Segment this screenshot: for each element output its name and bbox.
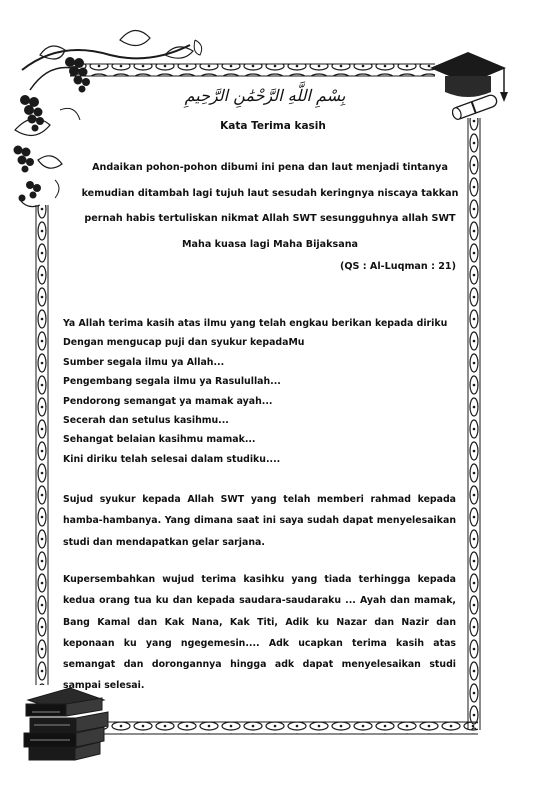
gratitude-paragraph: Sujud syukur kepada Allah SWT yang telah memberi rahmad kepada hamba-hambanya. Yang dimana saat ini saya sudah dapat menyelesaikan studi dan mendapatkan gelar sarjana.: [63, 494, 456, 548]
border-top: [70, 64, 435, 76]
dedication-paragraph: Kupersembahkan wujud terima kasihku yang tiada terhingga kepada kedua orang tua ku dan kepada saudara-saudaraku ... Ayah dan mamak, Bang Kamal dan Kak Nana, Kak Titi, Adik ku Nazar dan Nazir dan keponaan ku yang ngegemesin.... Adk ucapkan terima kasih atas semangat dan dorongannya hingga adk dapat menyelesaikan studi sampai selesai.: [63, 574, 456, 692]
border-bottom: [96, 722, 478, 734]
poem-line: Dengan mengucap puji dan syukur kepadaMu: [63, 337, 305, 349]
verse-line: pernah habis tertuliskan nikmat Allah SWT sesungguhnya allah SWT: [84, 213, 456, 224]
verse-line: Andaikan pohon-pohon dibumi ini pena dan laut menjadi tintanya: [92, 162, 448, 173]
books-stack-icon: [24, 688, 108, 760]
poem-line: Kini diriku telah selesai dalam studiku....: [63, 453, 281, 465]
poem-line: Sumber segala ilmu ya Allah...: [63, 356, 225, 368]
poem-line: Pengembang segala ilmu ya Rasulullah...: [63, 376, 281, 388]
verse-line: kemudian ditambah lagi tujuh laut sesudah keringnya niscaya takkan: [81, 187, 459, 199]
bismillah-calligraphy: بِسْمِ اللَّهِ الرَّحْمَٰنِ الرَّحِيمِ: [184, 86, 346, 105]
border-left: [36, 205, 48, 685]
poem-line: Sehangat belaian kasihmu mamak...: [63, 434, 256, 446]
poem-block: [63, 314, 483, 469]
verse-reference: (QS : Al-Luqman : 21): [339, 261, 456, 272]
verse-quote: [70, 155, 470, 257]
poem-line: Pendorong semangat ya mamak ayah...: [63, 395, 273, 407]
poem-line: Secerah dan setulus kasihmu...: [63, 414, 229, 426]
graduation-cap-icon: [430, 52, 508, 121]
page-title: Kata Terima kasih: [220, 120, 326, 132]
poem-line: Ya Allah terima kasih atas ilmu yang telah engkau berikan kepada diriku: [63, 318, 448, 329]
verse-line: Maha kuasa lagi Maha Bijaksana: [181, 238, 359, 250]
